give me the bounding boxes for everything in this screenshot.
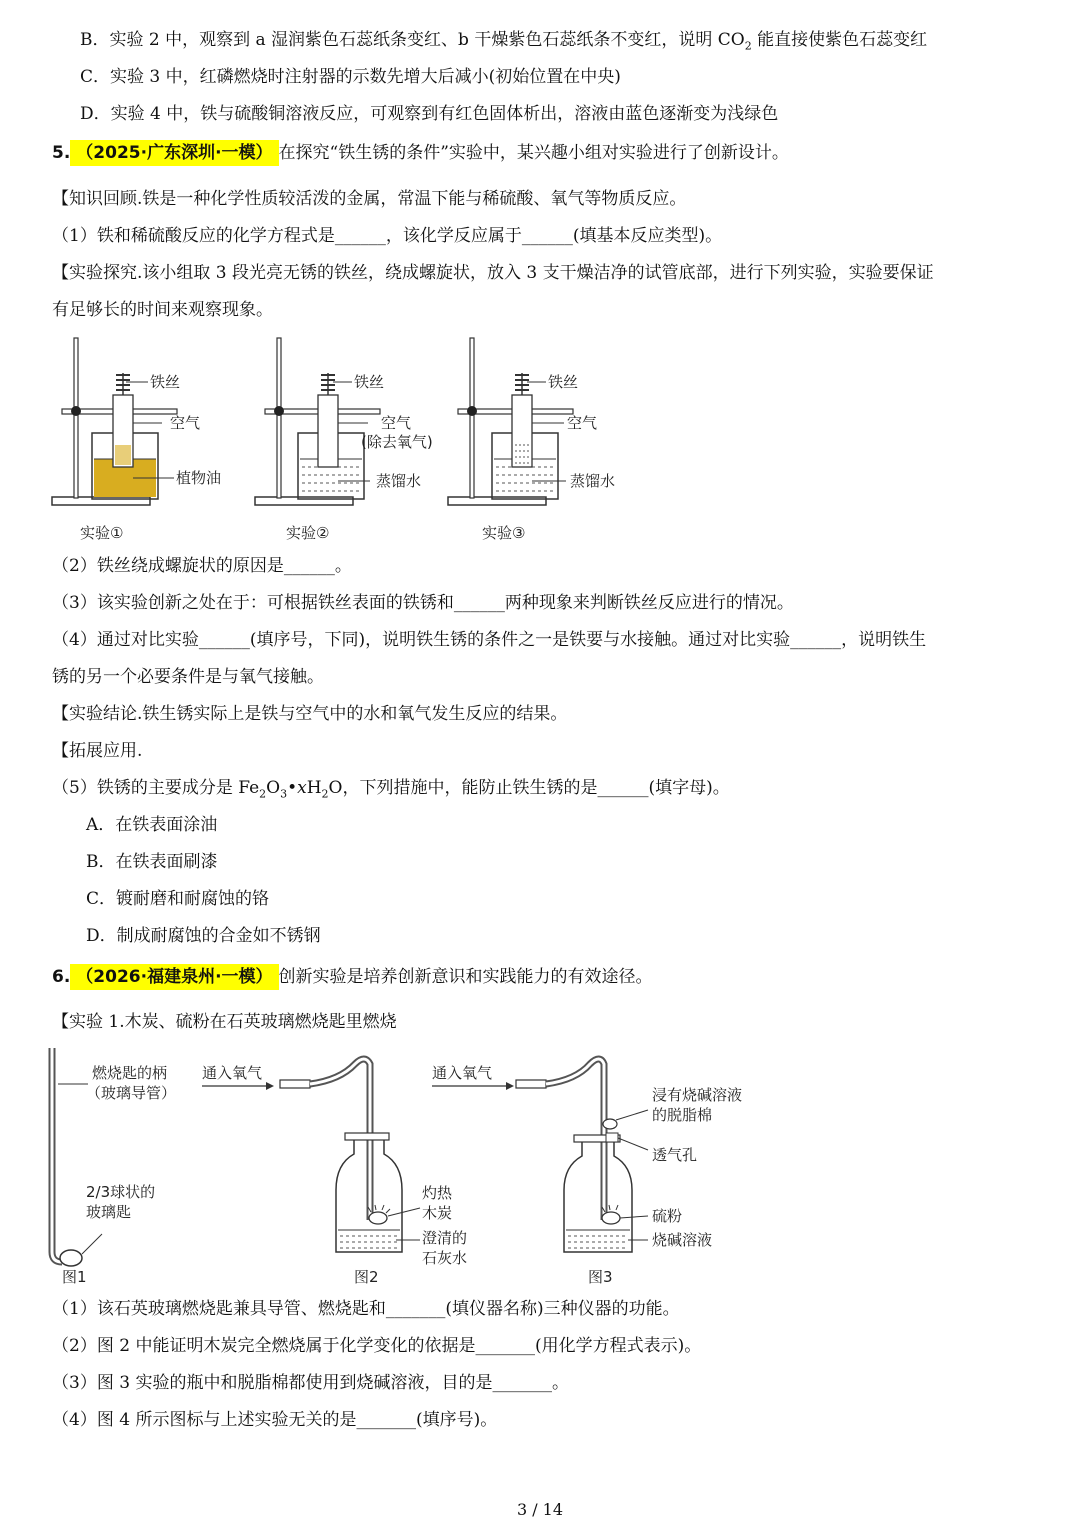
- q4-option-d: D．实验 4 中，铁与硫酸铜溶液反应，可观察到有红色固体析出，溶液由蓝色逐渐变为浅绿色: [80, 104, 779, 124]
- q5-option-b: B．在铁表面刷漆: [86, 852, 218, 872]
- label-iron-wire-2: 铁丝: [354, 373, 385, 391]
- label-naoh-solution: 烧碱溶液: [652, 1231, 713, 1249]
- label-glass-tube: （玻璃导管）: [86, 1084, 177, 1102]
- label-air-1: 空气: [170, 414, 201, 432]
- label-oxygen-in-3: 通入氧气: [432, 1064, 493, 1082]
- label-air-3: 空气: [567, 414, 598, 432]
- label-sulfur-powder: 硫粉: [652, 1207, 683, 1225]
- question-number: 5.: [52, 143, 71, 163]
- q6-sub1: （1）该石英玻璃燃烧匙兼具导管、燃烧匙和_______(填仪器名称)三种仪器的功能。: [52, 1299, 680, 1319]
- label-two-thirds-ball: 2/3球状的: [86, 1183, 156, 1201]
- source-badge: （2025·广东深圳·一模）: [70, 140, 278, 166]
- label-experiment-1: 实验①: [80, 524, 124, 542]
- q5-option-c: C．镀耐磨和耐腐蚀的铬: [86, 889, 270, 909]
- q4-option-c: C．实验 3 中，红磷燃烧时注射器的示数先增大后减小(初始位置在中央): [80, 67, 621, 87]
- source-badge: （2026·福建泉州·一模）: [70, 964, 278, 990]
- q5-sub1: （1）铁和稀硫酸反应的化学方程式是______，该化学反应属于______(填基本反应类型)。: [52, 226, 723, 246]
- q5-explore-line1: 【实验探究.该小组取 3 段光亮无锈的铁丝，绕成螺旋状，放入 3 支干燥洁净的试管底部，进行下列实验，实验要保证: [52, 263, 934, 283]
- label-figure-3: 图3: [588, 1268, 613, 1286]
- label-experiment-2: 实验②: [286, 524, 330, 542]
- q4-option-b: B．实验 2 中，观察到 a 湿润紫色石蕊纸条变红、b 干燥紫色石蕊纸条不变红，说明 $CO_2$ 能直接使紫色石蕊变红: [80, 30, 928, 53]
- label-charcoal: 木炭: [422, 1204, 453, 1222]
- q5-extension: 【拓展应用.: [52, 741, 143, 761]
- q6-sub3: （3）图 3 实验的瓶中和脱脂棉都使用到烧碱溶液，目的是_______。: [52, 1373, 569, 1393]
- q6-title: 6. （2026·福建泉州·一模） 创新实验是培养创新意识和实践能力的有效途径。: [52, 965, 653, 989]
- q5-sub3: （3）该实验创新之处在于：可根据铁丝表面的铁锈和______两种现象来判断铁丝反应进行的情况。: [52, 593, 794, 613]
- label-distilled-water-3: 蒸馏水: [570, 472, 616, 490]
- q5-sub4-line1: （4）通过对比实验______(填序号，下同)，说明铁生锈的条件之一是铁要与水接触。通过对比实验______，说明铁生: [52, 630, 927, 650]
- label-naoh-soaked: 浸有烧碱溶液: [652, 1086, 743, 1104]
- label-figure-1: 图1: [62, 1268, 87, 1286]
- q6-experiment1: 【实验 1.木炭、硫粉在石英玻璃燃烧匙里燃烧: [52, 1012, 397, 1032]
- q5-title: 5. （2025·广东深圳·一模） 在探究“铁生锈的条件”实验中，某兴趣小组对实验进行了创新设计。: [52, 141, 789, 165]
- question-number: 6.: [52, 967, 71, 987]
- q5-sub5: （5）铁锈的主要成分是 $Fe_2O_3•xH_2O$，下列措施中，能防止铁生锈的是______(填字母)。: [52, 778, 730, 801]
- label-hot: 灼热: [422, 1184, 453, 1202]
- experiment-3-apparatus: [448, 338, 573, 505]
- label-figure-2: 图2: [354, 1268, 379, 1286]
- q6-sub2: （2）图 2 中能证明木炭完全燃烧属于化学变化的依据是_______(用化学方程式表示)。: [52, 1336, 702, 1356]
- label-air-2: 空气: [381, 414, 412, 432]
- q5-conclusion: 【实验结论.铁生锈实际上是铁与空气中的水和氧气发生反应的结果。: [52, 704, 568, 724]
- q5-sub2: （2）铁丝绕成螺旋状的原因是______。: [52, 556, 352, 576]
- label-iron-wire-1: 铁丝: [150, 373, 181, 391]
- label-vent-hole: 透气孔: [652, 1146, 698, 1164]
- experiment-1-apparatus: [52, 338, 177, 505]
- label-iron-wire-3: 铁丝: [548, 373, 579, 391]
- label-oxygen-removed: (除去氧气): [361, 433, 433, 451]
- label-clear: 澄清的: [422, 1229, 468, 1247]
- figure-3-apparatus: [432, 1059, 648, 1252]
- q5-knowledge: 【知识回顾.铁是一种化学性质较活泼的金属，常温下能与稀硫酸、氧气等物质反应。: [52, 189, 687, 209]
- label-cotton: 的脱脂棉: [652, 1106, 713, 1124]
- page-number: 3 / 14: [516, 1500, 564, 1519]
- q6-sub4: （4）图 4 所示图标与上述实验无关的是_______(填序号)。: [52, 1410, 498, 1430]
- label-experiment-3: 实验③: [482, 524, 526, 542]
- label-limewater: 石灰水: [422, 1249, 468, 1267]
- experiment-2-apparatus: [255, 338, 380, 505]
- label-glass-spoon: 玻璃匙: [86, 1203, 132, 1221]
- q5-option-a: A．在铁表面涂油: [86, 815, 218, 835]
- label-distilled-water-2: 蒸馏水: [376, 472, 422, 490]
- q5-option-d: D．制成耐腐蚀的合金如不锈钢: [86, 926, 321, 946]
- q5-explore-line2: 有足够长的时间来观察现象。: [52, 300, 273, 320]
- figure-2-apparatus: [202, 1059, 420, 1252]
- q5-sub4-line2: 锈的另一个必要条件是与氧气接触。: [52, 667, 324, 687]
- label-vegetable-oil: 植物油: [176, 469, 222, 487]
- iron-rust-experiments-figure: [50, 335, 650, 550]
- label-oxygen-in-2: 通入氧气: [202, 1064, 263, 1082]
- label-spoon-handle: 燃烧匙的柄: [92, 1064, 168, 1082]
- combustion-spoon-figure: [40, 1040, 800, 1290]
